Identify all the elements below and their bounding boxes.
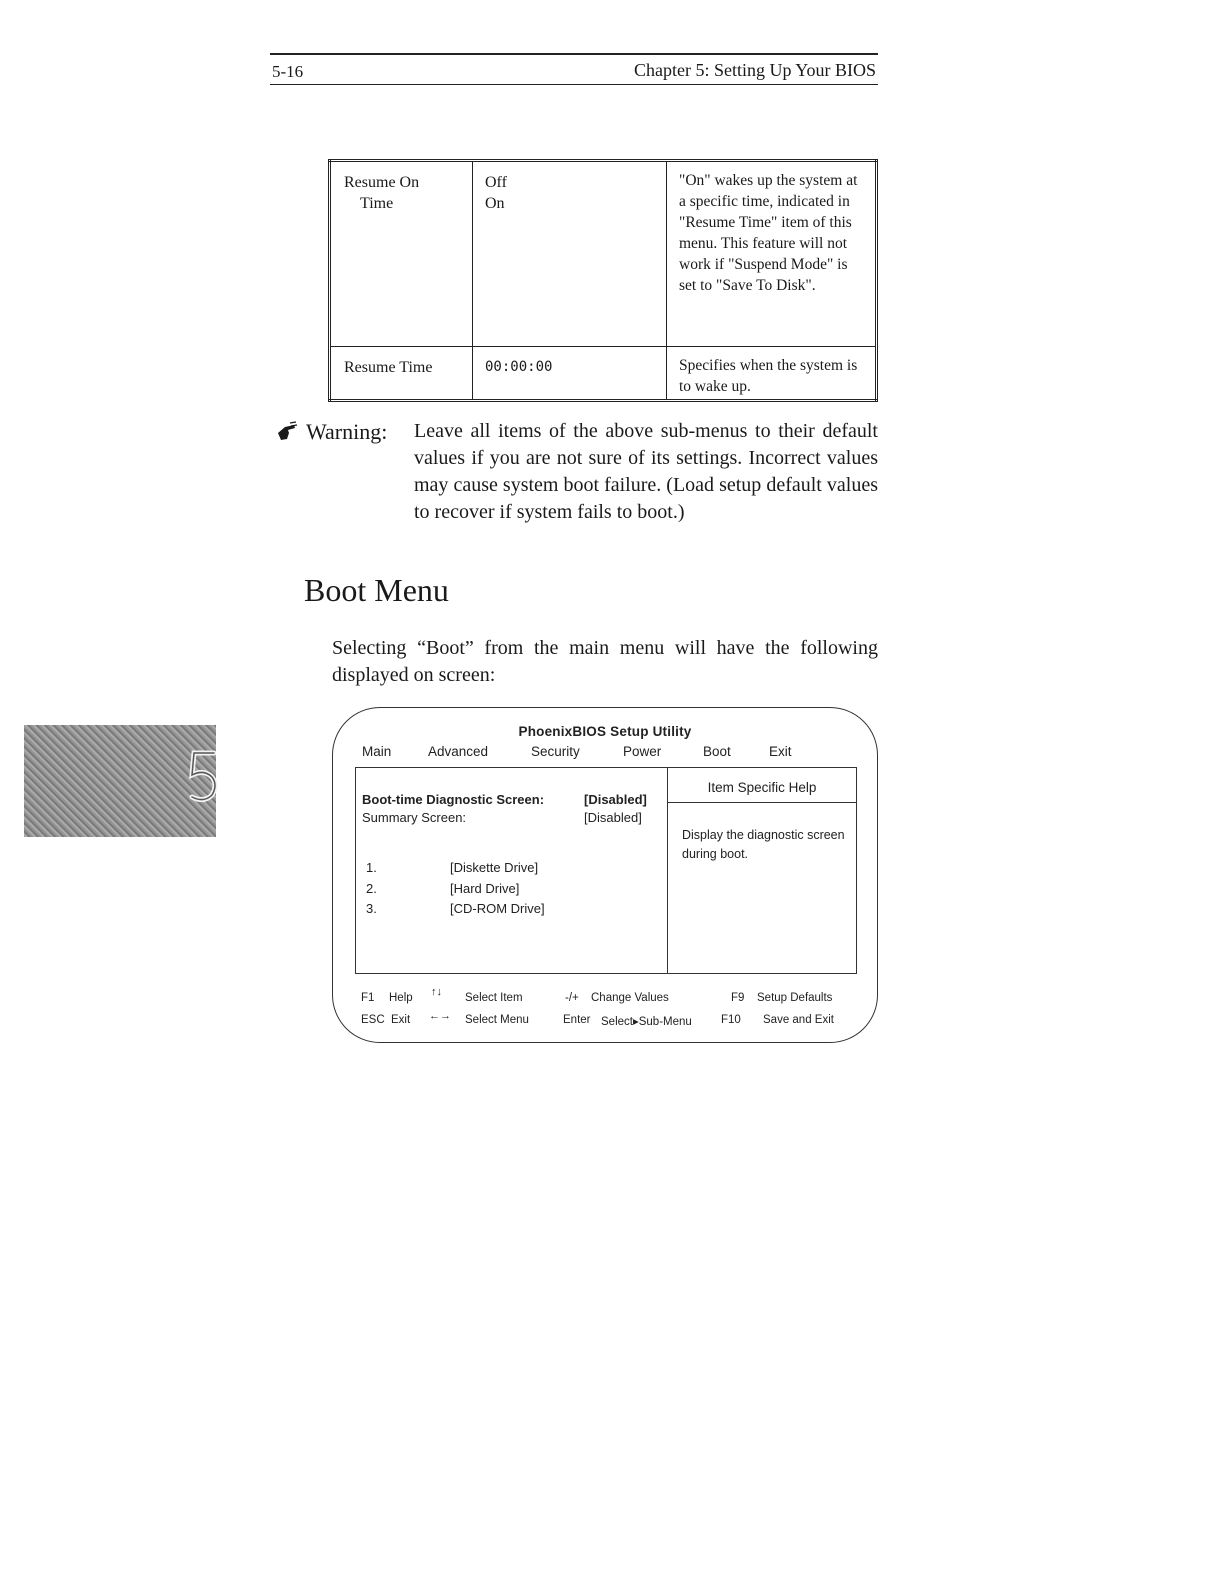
table-row <box>330 347 877 401</box>
section-heading: Boot Menu <box>304 572 449 608</box>
up-down-arrows-icon: ↑↓ <box>431 986 442 998</box>
boot-order-number: 2. <box>366 881 377 896</box>
options-cell <box>473 347 667 401</box>
item-name: Resume On <box>344 174 420 191</box>
bios-title: PhoenixBIOS Setup Utility <box>518 724 692 739</box>
description-cell: Specifies when the system is to wake up. <box>667 347 877 401</box>
key-f10: F10 <box>721 1014 741 1026</box>
help-header-rule <box>667 802 856 803</box>
chapter-thumb-tab <box>24 725 216 837</box>
bios-menu-boot[interactable]: Boot <box>703 744 731 759</box>
bios-menu-security[interactable]: Security <box>531 744 580 759</box>
panel-divider <box>667 768 668 973</box>
bios-menu-power[interactable]: Power <box>623 744 662 759</box>
key-select-item-label: Select Item <box>465 992 523 1004</box>
setting-label-diagnostic: Boot-time Diagnostic Screen: <box>362 792 545 807</box>
option-value: Off <box>485 174 507 191</box>
bios-menu-exit[interactable]: Exit <box>769 744 792 759</box>
help-title: Item Specific Help <box>707 780 817 795</box>
bios-menu-main[interactable]: Main <box>362 744 392 759</box>
left-right-arrows-icon: ←→ <box>429 1010 451 1022</box>
key-exit-label: Exit <box>391 1014 411 1026</box>
boot-device-hard-drive[interactable]: [Hard Drive] <box>450 881 520 896</box>
setting-label-summary: Summary Screen: <box>362 810 467 825</box>
item-cell <box>330 347 473 401</box>
page-number: 5-16 <box>272 62 304 81</box>
bios-screen <box>332 707 878 1043</box>
boot-order-number: 3. <box>366 901 377 916</box>
option-value: On <box>485 195 505 212</box>
option-value: 00:00:00 <box>485 359 553 375</box>
setting-value-diagnostic[interactable]: [Disabled] <box>584 792 647 807</box>
key-esc: ESC <box>361 1014 385 1026</box>
key-select-menu-label: Select Menu <box>465 1014 529 1026</box>
pointing-hand-icon <box>276 421 298 443</box>
bios-main-panel <box>355 767 857 974</box>
help-text: Display the diagnostic screen during boot. <box>682 828 845 861</box>
header-rule-bottom <box>270 84 878 85</box>
key-help-label: Help <box>389 992 413 1004</box>
bios-menu-advanced[interactable]: Advanced <box>428 744 489 759</box>
key-save-exit-label: Save and Exit <box>763 1014 834 1026</box>
warning-label: Warning: <box>306 419 388 444</box>
settings-table <box>328 159 878 402</box>
table-row <box>330 161 877 347</box>
setting-value-summary[interactable]: [Disabled] <box>584 810 642 825</box>
header-rule-top <box>270 53 878 55</box>
chapter-five-emblem-icon <box>184 747 224 807</box>
key-f1: F1 <box>361 992 375 1004</box>
key-plus-minus: -/+ <box>565 992 579 1004</box>
options-cell <box>473 161 667 347</box>
warning-text: Leave all items of the above sub-menus to their default values if you are not sure of its settings. Incorrect values may cause system boot failure. (Load setup default values to recover if system fails to boot.) <box>414 420 878 523</box>
boot-order-number: 1. <box>366 860 377 875</box>
key-f9: F9 <box>731 992 745 1004</box>
key-setup-defaults-label: Setup Defaults <box>757 992 833 1004</box>
description-cell: "On" wakes up the system at a specific time, indicated in "Resume Time" item of this menu. This feature will not work if "Suspend Mode" is set to "Save To Disk". <box>667 161 877 347</box>
key-enter: Enter <box>563 1014 591 1026</box>
key-select-submenu-label: Select▸Sub-Menu <box>601 1016 692 1028</box>
item-name-cont: Time <box>360 195 394 212</box>
chapter-title: Chapter 5: Setting Up Your BIOS <box>633 60 876 80</box>
intro-paragraph: Selecting “Boot” from the main menu will have the following displayed on screen: <box>332 637 878 686</box>
boot-device-cdrom[interactable]: [CD-ROM Drive] <box>450 901 545 916</box>
item-name: Resume Time <box>344 359 433 376</box>
key-change-values-label: Change Values <box>591 992 669 1004</box>
item-cell <box>330 161 473 347</box>
boot-device-diskette[interactable]: [Diskette Drive] <box>450 860 539 875</box>
